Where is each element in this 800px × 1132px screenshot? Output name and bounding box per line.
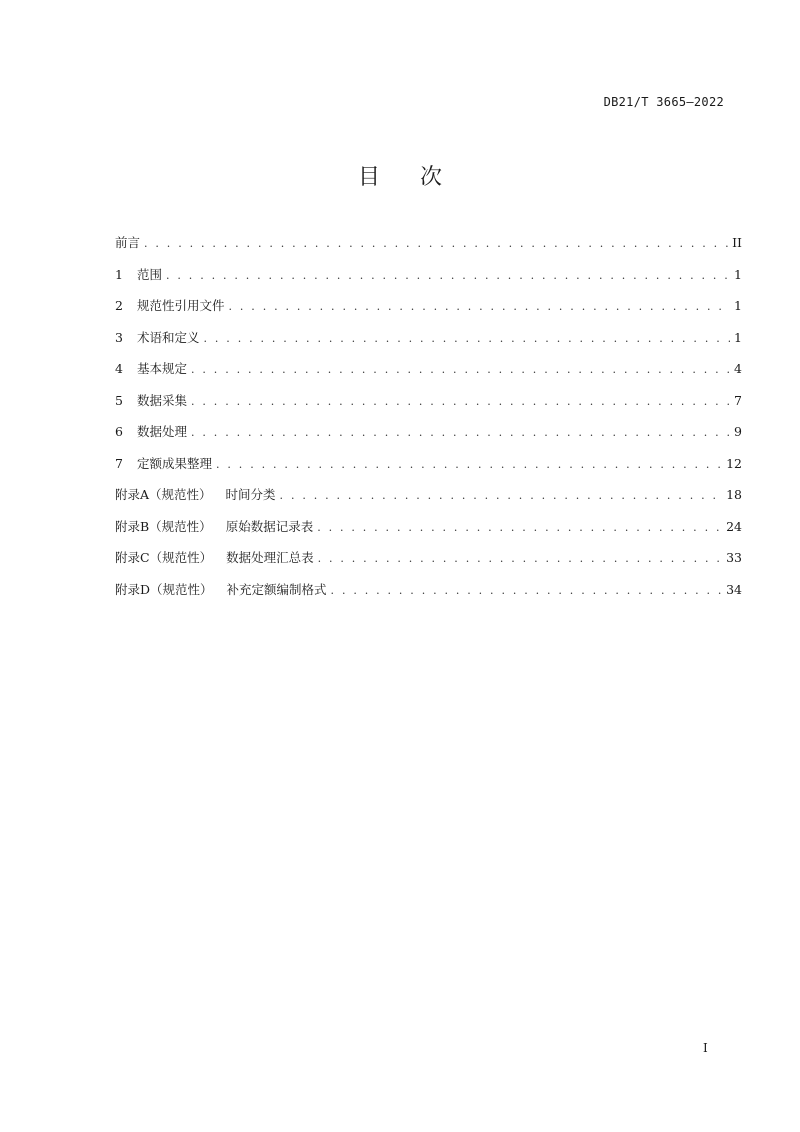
toc-entry-page: 7 bbox=[734, 392, 742, 408]
toc-leader-dots bbox=[144, 237, 728, 250]
page-number: I bbox=[703, 1041, 708, 1055]
toc-leader-dots bbox=[191, 426, 730, 439]
toc-entry-number: 7 bbox=[115, 455, 123, 471]
toc-leader-dots bbox=[280, 489, 723, 502]
toc-entry-appendix-a[interactable] bbox=[115, 485, 742, 517]
toc-heading bbox=[0, 160, 800, 191]
toc-appendix-number: 附录C（规范性） bbox=[115, 550, 213, 565]
toc-entry-label: 时间分类 bbox=[225, 487, 276, 502]
toc-entry-page: 33 bbox=[726, 550, 742, 565]
toc-entry-label: 基本规定 bbox=[137, 361, 188, 376]
toc-entry-page: 18 bbox=[726, 487, 742, 502]
toc-appendix-number: 附录B（规范性） bbox=[115, 518, 212, 534]
toc-entry-appendix-b[interactable] bbox=[115, 517, 742, 549]
toc-entry-appendix-d[interactable] bbox=[115, 580, 742, 612]
toc-entry-label: 范围 bbox=[137, 266, 163, 282]
toc-entry-label: 补充定额编制格式 bbox=[226, 581, 327, 597]
toc-entry-foreword[interactable] bbox=[115, 233, 742, 265]
toc-entry-page: II bbox=[732, 235, 742, 250]
toc-heading-char-1: 目 bbox=[357, 165, 380, 190]
toc-entry-appendix-c[interactable] bbox=[115, 548, 742, 580]
toc-leader-dots bbox=[318, 552, 723, 565]
toc-entry-label: 数据采集 bbox=[137, 392, 188, 408]
toc-entry-page: 12 bbox=[726, 455, 742, 471]
toc-entry-number: 4 bbox=[115, 361, 123, 376]
toc-heading-char-2: 次 bbox=[420, 165, 443, 190]
toc-entry-page: 4 bbox=[734, 361, 742, 376]
toc-entry-label: 前言 bbox=[115, 235, 141, 250]
toc-entry-2[interactable] bbox=[115, 296, 742, 328]
toc-entry-page: 9 bbox=[734, 424, 742, 439]
toc-entry-page: 1 bbox=[734, 329, 742, 345]
toc-entry-7[interactable] bbox=[115, 454, 742, 486]
toc-leader-dots bbox=[331, 584, 723, 597]
toc-entry-page: 1 bbox=[734, 298, 742, 313]
toc-leader-dots bbox=[229, 300, 731, 313]
toc-entry-3[interactable] bbox=[115, 328, 742, 360]
toc-appendix-number: 附录D（规范性） bbox=[115, 581, 213, 597]
toc-leader-dots bbox=[216, 458, 722, 471]
toc-entry-1[interactable] bbox=[115, 265, 742, 297]
toc-appendix-number: 附录A（规范性） bbox=[115, 487, 212, 502]
toc-entry-number: 6 bbox=[115, 424, 123, 439]
toc-entry-label: 数据处理汇总表 bbox=[226, 550, 314, 565]
toc-leader-dots bbox=[191, 395, 730, 408]
toc-entry-page: 34 bbox=[726, 581, 742, 597]
toc-entry-label: 定额成果整理 bbox=[137, 455, 213, 471]
toc-entry-number: 3 bbox=[115, 329, 123, 345]
toc-leader-dots bbox=[317, 521, 722, 534]
toc-entry-page: 1 bbox=[734, 266, 742, 282]
toc-entry-number: 2 bbox=[115, 298, 123, 313]
table-of-contents bbox=[115, 233, 742, 611]
toc-entry-label: 数据处理 bbox=[137, 424, 188, 439]
toc-entry-5[interactable] bbox=[115, 391, 742, 423]
toc-leader-dots bbox=[191, 363, 730, 376]
toc-entry-number: 1 bbox=[115, 266, 123, 282]
toc-entry-label: 规范性引用文件 bbox=[137, 298, 225, 313]
toc-entry-label: 术语和定义 bbox=[137, 329, 200, 345]
toc-entry-number: 5 bbox=[115, 392, 123, 408]
toc-leader-dots bbox=[204, 332, 731, 345]
toc-entry-4[interactable] bbox=[115, 359, 742, 391]
toc-entry-6[interactable] bbox=[115, 422, 742, 454]
toc-entry-page: 24 bbox=[726, 518, 742, 534]
toc-entry-label: 原始数据记录表 bbox=[225, 518, 314, 534]
toc-leader-dots bbox=[166, 269, 730, 282]
document-code: DB21/T 3665—2022 bbox=[603, 95, 724, 109]
